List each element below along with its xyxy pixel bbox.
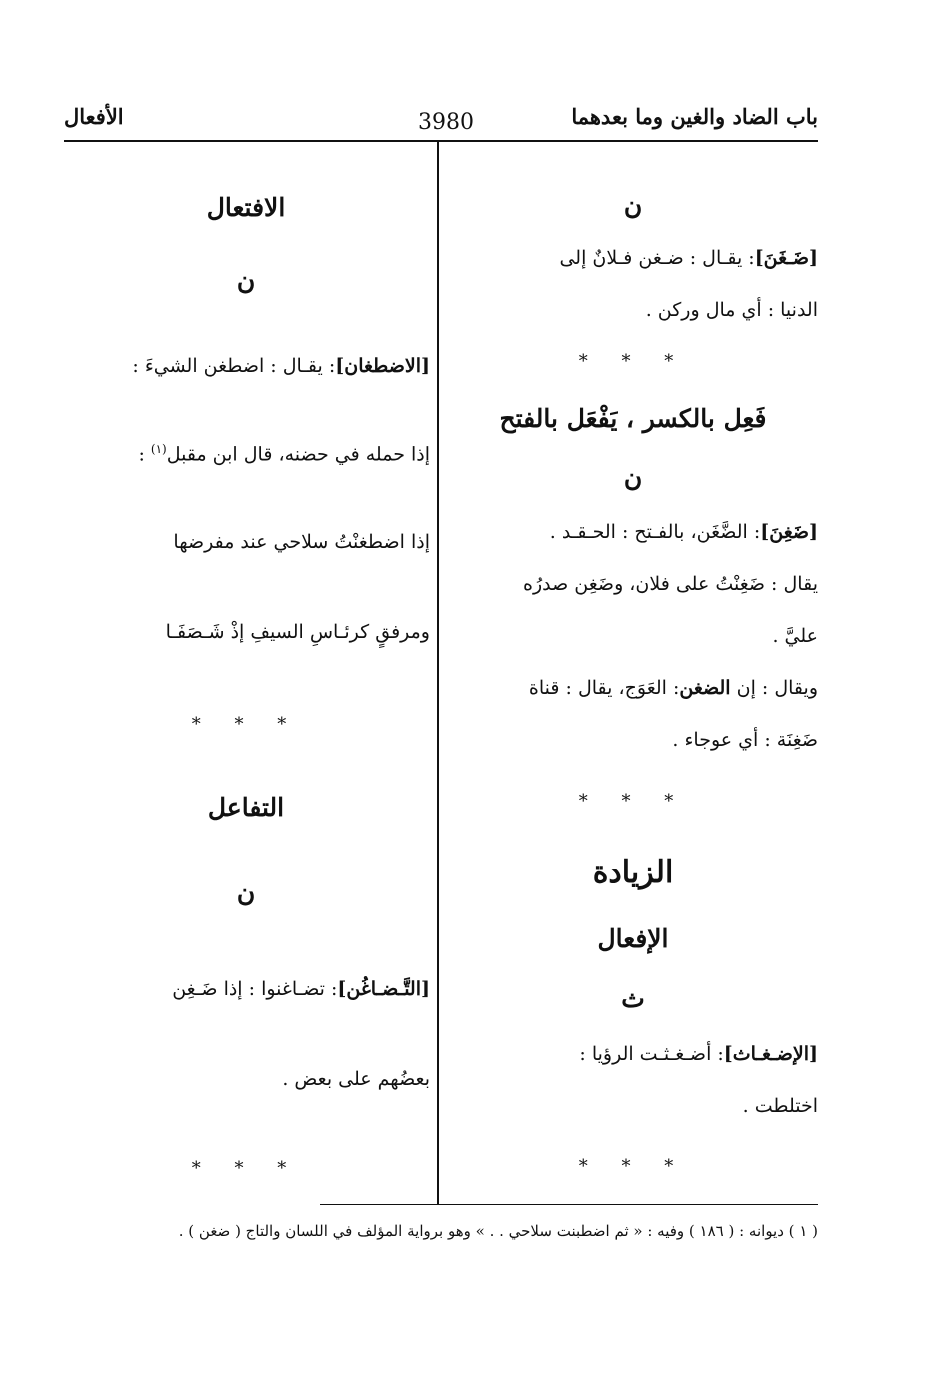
entry-line <box>448 662 818 714</box>
entry-line <box>448 506 818 558</box>
entry-term: [التَّـضـاغُن] <box>337 978 430 1001</box>
separator-stars: * * * <box>578 1156 688 1177</box>
entry-text: ويقال : إن <box>736 677 818 699</box>
entry-line: الدنيا : أي مال وركن . <box>645 299 818 321</box>
footnote-marker: (١) <box>150 442 167 456</box>
entry-line: عليَّ . <box>772 625 818 647</box>
page-number: 3980 <box>418 110 474 135</box>
entry-text: : العَوَج، يقال : قناة <box>528 677 680 699</box>
entry-line <box>62 326 430 406</box>
entry-text: : تضـاغنوا : إذا ضَـغِن <box>172 978 338 1001</box>
separator-stars: * * * <box>578 351 688 372</box>
entry-text: : يقـال : ضـغن فـلانٌ إلى <box>559 247 755 269</box>
entry-line: بعضُهم على بعض . <box>282 1068 430 1091</box>
root-letter: ن <box>236 878 256 908</box>
section-heading: الزيادة <box>592 855 674 890</box>
section-heading: التفاعل <box>207 793 285 823</box>
entry-text: : <box>138 443 145 466</box>
entry-text: : يقـال : اضطغن الشيءَ : <box>132 355 336 377</box>
footnote-rule <box>320 1204 818 1205</box>
section-title: الأفعال <box>64 104 124 129</box>
right-column <box>448 180 818 1202</box>
entry-term: [ضَغِنَ] <box>760 521 818 543</box>
entry-line: ضَغِنَة : أي عوجاء . <box>672 729 818 751</box>
entry-text: إذا حمله في حضنه، قال ابن مقبل <box>166 443 430 466</box>
section-heading: الافتعال <box>206 193 286 222</box>
left-column <box>62 180 430 1215</box>
entry-term: [الإضـغـاث] <box>723 1043 818 1065</box>
entry-term: الضغن <box>679 677 731 699</box>
column-divider <box>437 141 439 1205</box>
separator-stars: * * * <box>191 1158 301 1180</box>
entry-line <box>62 943 430 1035</box>
chapter-title: باب الضاد والغين وما بعدهما <box>571 104 818 129</box>
root-letter: ث <box>621 984 645 1013</box>
root-letter: ن <box>623 191 643 220</box>
separator-stars: * * * <box>578 791 688 812</box>
root-letter: ن <box>623 463 643 492</box>
entry-line <box>448 1028 818 1080</box>
entry-line: اختلطت . <box>742 1095 818 1117</box>
entry-line <box>62 406 430 497</box>
separator-stars: * * * <box>191 714 301 736</box>
entry-line <box>448 232 818 284</box>
entry-text: : أضـغـثـت الرؤيا : <box>579 1043 724 1065</box>
section-heading: فَعِل بالكسر ، يَفْعَل بالفتح <box>499 404 767 433</box>
footnote: ( ١ ) ديوانه : ( ١٨٦ ) وفيه : « ثم اضطبنت سلاحي . . » وهو برواية المؤلف في اللسان والتاج ( ضغن ) . <box>178 1222 818 1240</box>
root-letter: ن <box>236 266 256 295</box>
entry-line: يقال : ضَغِنْتُ على فلان، وضَغِن صدرُه <box>523 573 818 595</box>
section-heading: الإفعال <box>597 924 669 953</box>
header-rule <box>64 140 818 142</box>
verse-line: إذا اضطغنْتُ سلاحي عند مفرضها <box>173 531 430 554</box>
entry-term: [الاضطغان] <box>335 355 430 377</box>
entry-text: : الضَّغَن، بالفـتح : الحـقـد . <box>549 521 761 543</box>
entry-term: [ضَـغَنَ] <box>754 247 818 269</box>
verse-line: ومرفقٍ كرئـاسِ السيفِ إذْ شَـصَفَـا <box>165 621 430 644</box>
